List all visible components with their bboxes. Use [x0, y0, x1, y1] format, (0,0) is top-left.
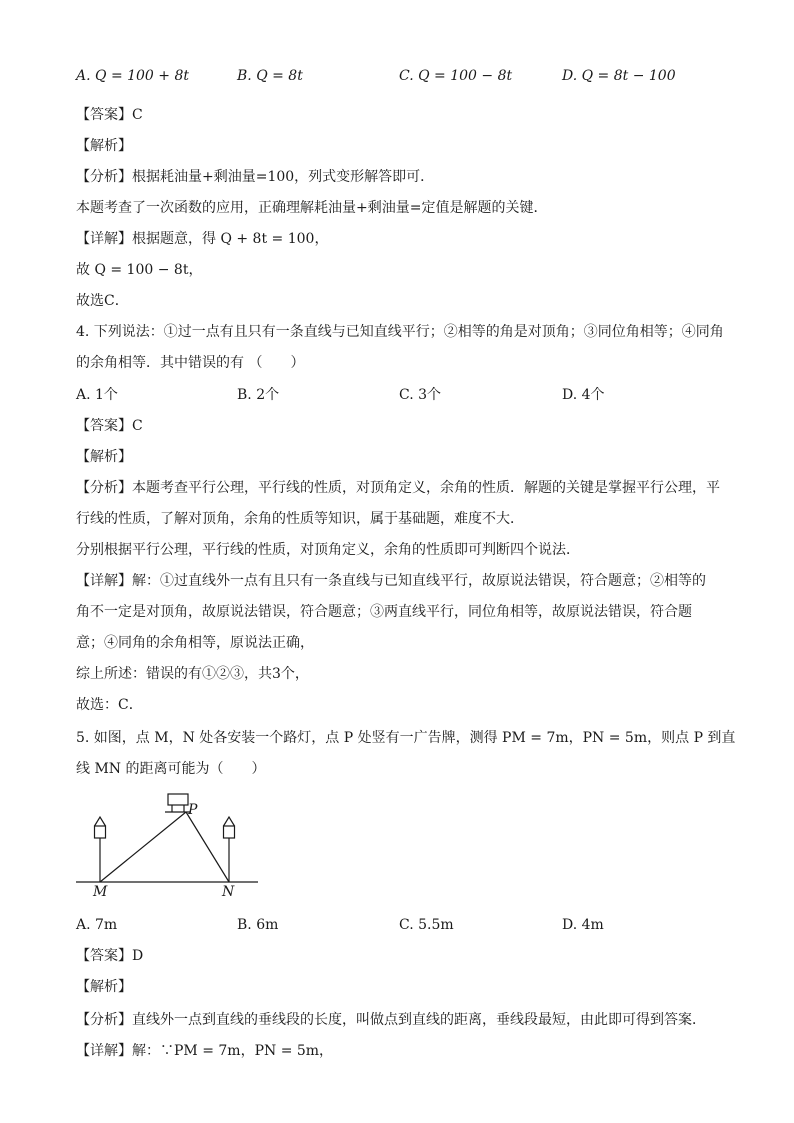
label-n: N	[222, 884, 235, 900]
q3-note: 本题考查了一次函数的应用，正确理解耗油量+剩油量=定值是解题的关键．	[76, 200, 548, 216]
q4-fenxi-1: 【分析】本题考查平行公理，平行线的性质，对顶角定义，余角的性质．解题的关键是掌握平行公理，平	[76, 480, 720, 496]
q3-detail-2: 故 Q = 100 − 8t，	[76, 262, 203, 278]
q4-answer: 【答案】C	[76, 418, 143, 434]
q5-answer: 【答案】D	[76, 948, 144, 964]
q4-fenxi-3: 分别根据平行公理，平行线的性质，对顶角定义，余角的性质即可判断四个说法．	[76, 542, 580, 558]
q5-options	[76, 915, 736, 935]
q4-options	[76, 385, 736, 405]
q4-stem-2: 的余角相等．其中错误的有 （ ）	[76, 355, 305, 371]
q3-fenxi: 【分析】根据耗油量+剩油量=100，列式变形解答即可．	[76, 169, 435, 185]
q5-option-b: B. 6m	[237, 917, 279, 933]
q4-option-d: D. 4个	[562, 387, 605, 403]
q3-option-c: C. Q = 100 − 8t	[399, 68, 513, 84]
q3-options	[76, 66, 736, 86]
q4-option-c: C. 3个	[399, 387, 442, 403]
q3-option-d: D. Q = 8t − 100	[562, 68, 676, 84]
q3-option-a: A. Q = 100 + 8t	[76, 68, 190, 84]
q4-summary: 综上所述：错误的有①②③，共3个，	[76, 666, 309, 682]
q5-figure	[74, 792, 264, 900]
q4-detail-2: 角不一定是对顶角，故原说法错误，符合题意；③两直线平行，同位角相等，故原说法错误，符合题	[76, 604, 692, 620]
q5-option-c: C. 5.5m	[399, 917, 454, 933]
q5-fenxi: 【分析】直线外一点到直线的垂线段的长度，叫做点到直线的距离，垂线段最短，由此即可得到答案．	[76, 1012, 706, 1028]
q4-fenxi-2: 行线的性质，了解对顶角，余角的性质等知识，属于基础题，难度不大．	[76, 511, 524, 527]
label-p: P	[188, 802, 198, 818]
q5-detail-1: 【详解】解：∵PM = 7m，PN = 5m，	[76, 1043, 334, 1059]
q4-detail-1: 【详解】解：①过直线外一点有且只有一条直线与已知直线平行，故原说法错误，符合题意；②相等的	[76, 573, 706, 589]
q4-option-a: A. 1个	[76, 387, 118, 403]
q4-option-b: B. 2个	[237, 387, 280, 403]
q3-answer: 【答案】C	[76, 107, 143, 123]
q4-choose: 故选：C．	[76, 697, 143, 713]
q4-detail-3: 意；④同角的余角相等，原说法正确，	[76, 635, 314, 651]
segment-pm	[100, 812, 186, 882]
q3-detail-1: 【详解】根据题意，得 Q + 8t = 100，	[76, 231, 329, 247]
q5-option-d: D. 4m	[562, 917, 604, 933]
q4-stem-1: 4. 下列说法：①过一点有且只有一条直线与已知直线平行；②相等的角是对顶角；③同位角相等；④同角	[76, 324, 724, 340]
street-lamp-n-icon	[224, 817, 235, 882]
q3-option-b: B. Q = 8t	[237, 68, 303, 84]
street-lamp-m-icon	[95, 817, 106, 882]
q5-stem-2: 线 MN 的距离可能为（ ）	[76, 761, 266, 777]
q5-jiexi: 【解析】	[76, 979, 132, 995]
q5-option-a: A. 7m	[76, 917, 118, 933]
label-m: M	[93, 884, 108, 900]
q4-jiexi: 【解析】	[76, 449, 132, 465]
segment-pn	[186, 812, 229, 882]
q3-jiexi: 【解析】	[76, 138, 132, 154]
q5-stem-1: 5. 如图，点 M，N 处各安装一个路灯，点 P 处竖有一广告牌，测得 PM = 7m，PN = 5m，则点 P 到直	[76, 730, 736, 746]
q3-detail-3: 故选C．	[76, 293, 129, 309]
